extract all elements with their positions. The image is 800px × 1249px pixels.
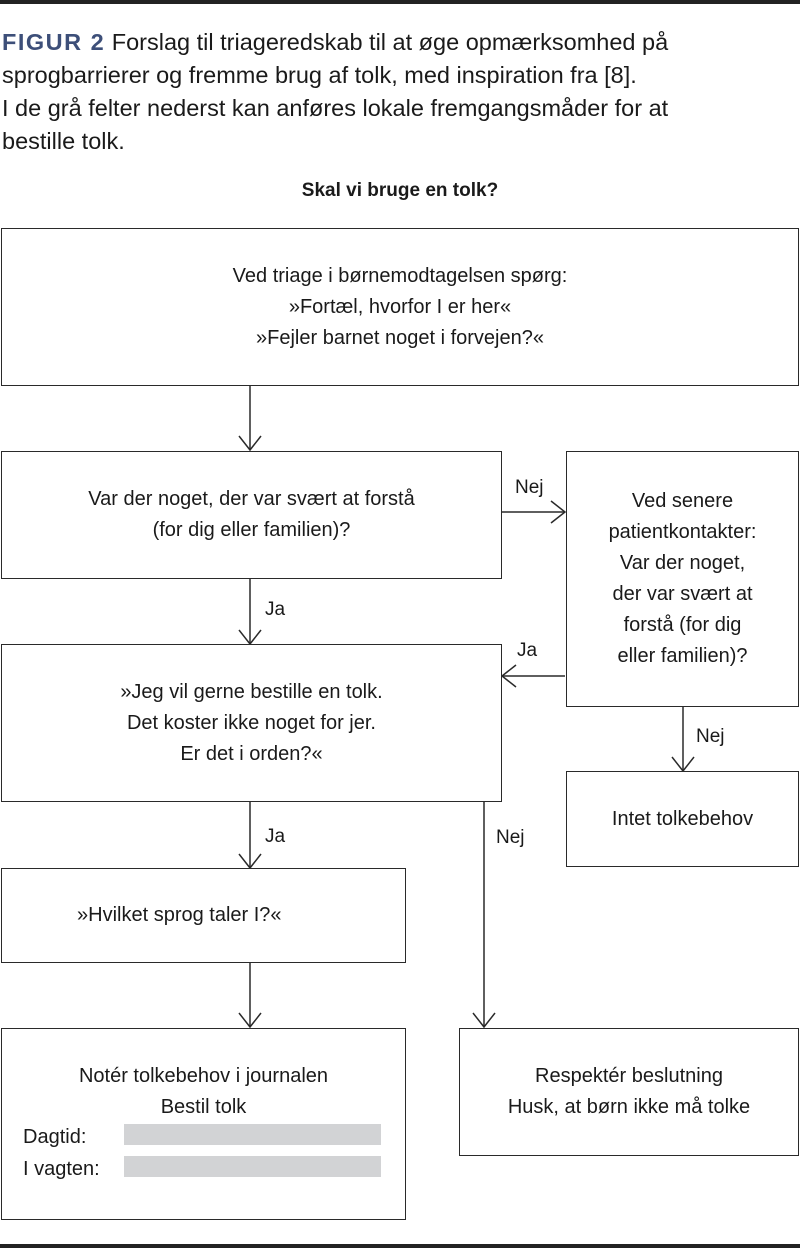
field-on-call[interactable] <box>124 1156 381 1177</box>
node-note-line-1: Notér tolkebehov i journalen <box>78 1065 329 1087</box>
edge-label-order-yes: Ja <box>265 826 286 847</box>
edge-label-understand-yes: Ja <box>265 599 286 620</box>
node-later-line-6: eller familien)? <box>617 645 748 667</box>
node-later-line-4: der var svært at <box>612 583 753 605</box>
node-triage-line-1: Ved triage i børnemodtagelsen spørg: <box>232 264 568 287</box>
node-later-line-5: forstå (for dig <box>623 614 742 636</box>
diagram-title: Skal vi bruge en tolk? <box>301 180 499 201</box>
node-order-line-1: »Jeg vil gerne bestille en tolk. <box>120 680 383 703</box>
field-label-daytime: Dagtid: <box>23 1126 87 1148</box>
node-understand-line-2: (for dig eller familien)? <box>152 519 351 541</box>
node-note-line-2: Bestil tolk <box>160 1096 247 1118</box>
caption-line-1: Forslag til triageredskab til at øge opmærksomhed på <box>111 29 669 55</box>
node-respect-decision <box>459 1028 799 1156</box>
edge-label-later-no: Nej <box>696 726 725 747</box>
bottom-rule <box>0 1244 800 1248</box>
node-understand-line-1: Var der noget, der var svært at forstå <box>88 488 415 510</box>
node-order-line-2: Det koster ikke noget for jer. <box>126 711 376 734</box>
node-understand <box>1 451 502 579</box>
node-respect-line-1: Respektér beslutning <box>535 1065 723 1087</box>
node-language-line-1: »Hvilket sprog taler I?« <box>77 904 282 926</box>
node-later-line-1: Ved senere <box>631 490 734 512</box>
caption-line-2: sprogbarrierer og fremme brug af tolk, med inspiration fra [8]. <box>2 62 637 88</box>
field-daytime[interactable] <box>124 1124 381 1145</box>
caption-line-3: I de grå felter nederst kan anføres lokale fremgangsmåder for at <box>2 95 669 121</box>
node-which-language <box>1 868 406 963</box>
node-triage-line-2: »Fortæl, hvorfor I er her« <box>288 295 512 318</box>
node-triage-line-3: »Fejler barnet noget i forvejen?« <box>256 326 544 349</box>
node-triage <box>1 228 799 386</box>
node-respect-line-2: Husk, at børn ikke må tolke <box>507 1096 751 1118</box>
node-later-line-2: patientkontakter: <box>608 521 757 543</box>
edge-label-later-yes: Ja <box>517 640 538 661</box>
figure-label: FIGUR 2 <box>2 29 106 55</box>
node-later-contact <box>566 451 799 707</box>
node-order-line-3: Er det i orden?« <box>180 742 323 765</box>
node-no-need-line-1: Intet tolkebehov <box>611 807 754 830</box>
caption-line-4: bestille tolk. <box>2 128 125 154</box>
edge-label-order-no: Nej <box>496 827 525 848</box>
node-order-interpreter <box>1 644 502 802</box>
edge-label-understand-no: Nej <box>515 477 544 498</box>
field-label-on-call: I vagten: <box>23 1158 100 1180</box>
node-no-interpreter-need <box>566 771 799 867</box>
node-later-line-3: Var der noget, <box>619 552 746 574</box>
